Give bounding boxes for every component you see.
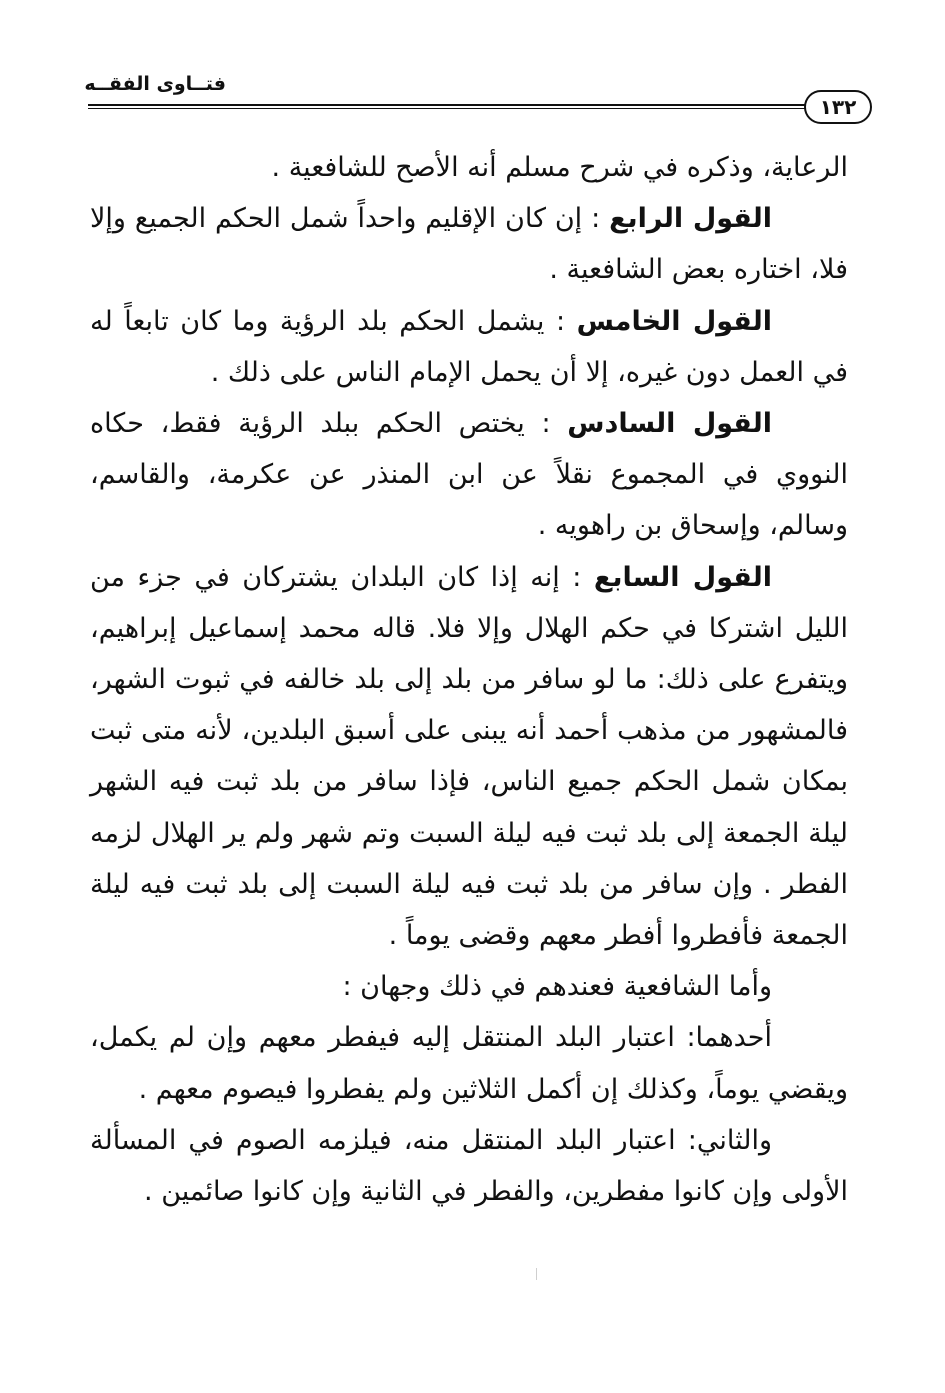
page-number: ١٣٢ xyxy=(804,90,872,124)
paragraph-lead: القول السادس xyxy=(567,408,773,440)
paragraph-second-view xyxy=(90,1115,848,1217)
running-title: فتــاوى الفقــه xyxy=(84,73,226,95)
paragraph-lead: القول السابع xyxy=(593,561,772,593)
paragraph-shafii-intro xyxy=(90,961,848,1012)
paragraph-text: : إن كان الإقليم واحداً شمل الحكم الجميع وإلا فلا، اختاره بعض الشافعية . xyxy=(90,203,848,286)
paragraph-lead: القول الرابع xyxy=(609,203,773,235)
paragraph-text: : يشمل الحكم بلد الرؤية وما كان تابعاً له في العمل دون غيره، إلا أن يحمل الإمام الناس على ذلك . xyxy=(90,305,848,388)
paragraph-text: : إنه إذا كان البلدان يشتركان في جزء من الليل اشتركا في حكم الهلال وإلا فلا. قاله محمد إسماعيل إبراهيم، ويتفرع على ذلك: ما لو سافر من بلد إلى بلد خالفه في ثبوت الشهر، فالمشهور من مذهب أحمد أنه يبنى على أسبق البلدين، لأنه متى ثبت بمكان شمل الحكم جميع الناس، فإذا سافر من بلد ثبت فيه الشهر ليلة الجمعة إلى بلد ثبت فيه ليلة السبت وتم شهر ولم ير الهلال لزمه الفطر . وإن سافر من بلد ثبت فيه ليلة السبت إلى بلد ثبت فيه ليلة الجمعة فأفطروا أفطر معهم وقضى يوماً . xyxy=(90,561,848,952)
paragraph-sixth-opinion xyxy=(90,398,848,552)
scan-mark xyxy=(536,1268,537,1280)
paragraph-continuation xyxy=(90,142,848,193)
paragraph-text: وأما الشافعية فعندهم في ذلك وجهان : xyxy=(342,971,772,1003)
paragraph-text: أحدهما: اعتبار البلد المنتقل إليه فيفطر معهم وإن لم يكمل، ويقضي يوماً، وكذلك إن أكمل الثلاثين ولم يفطروا فيصوم معهم . xyxy=(90,1022,848,1105)
paragraph-text: : يختص الحكم ببلد الرؤية فقط، حكاه النووي في المجموع نقلاً عن ابن المنذر عن عكرمة، والقاسم، وسالم، وإسحاق بن راهويه . xyxy=(90,408,848,542)
paragraph-seventh-opinion xyxy=(90,552,848,962)
paragraph-lead: القول الخامس xyxy=(576,305,772,337)
header-rule xyxy=(88,104,808,109)
paragraph-fifth-opinion xyxy=(90,296,848,398)
paragraph-text: الرعاية، وذكره في شرح مسلم أنه الأصح للشافعية . xyxy=(271,152,848,183)
paragraph-fourth-opinion xyxy=(90,193,848,295)
paragraph-text: والثاني: اعتبار البلد المنتقل منه، فيلزمه الصوم في المسألة الأولى وإن كانوا مفطرين، والفطر في الثانية وإن كانوا صائمين . xyxy=(90,1124,848,1208)
body-text xyxy=(90,142,848,1217)
paragraph-first-view xyxy=(90,1012,848,1114)
